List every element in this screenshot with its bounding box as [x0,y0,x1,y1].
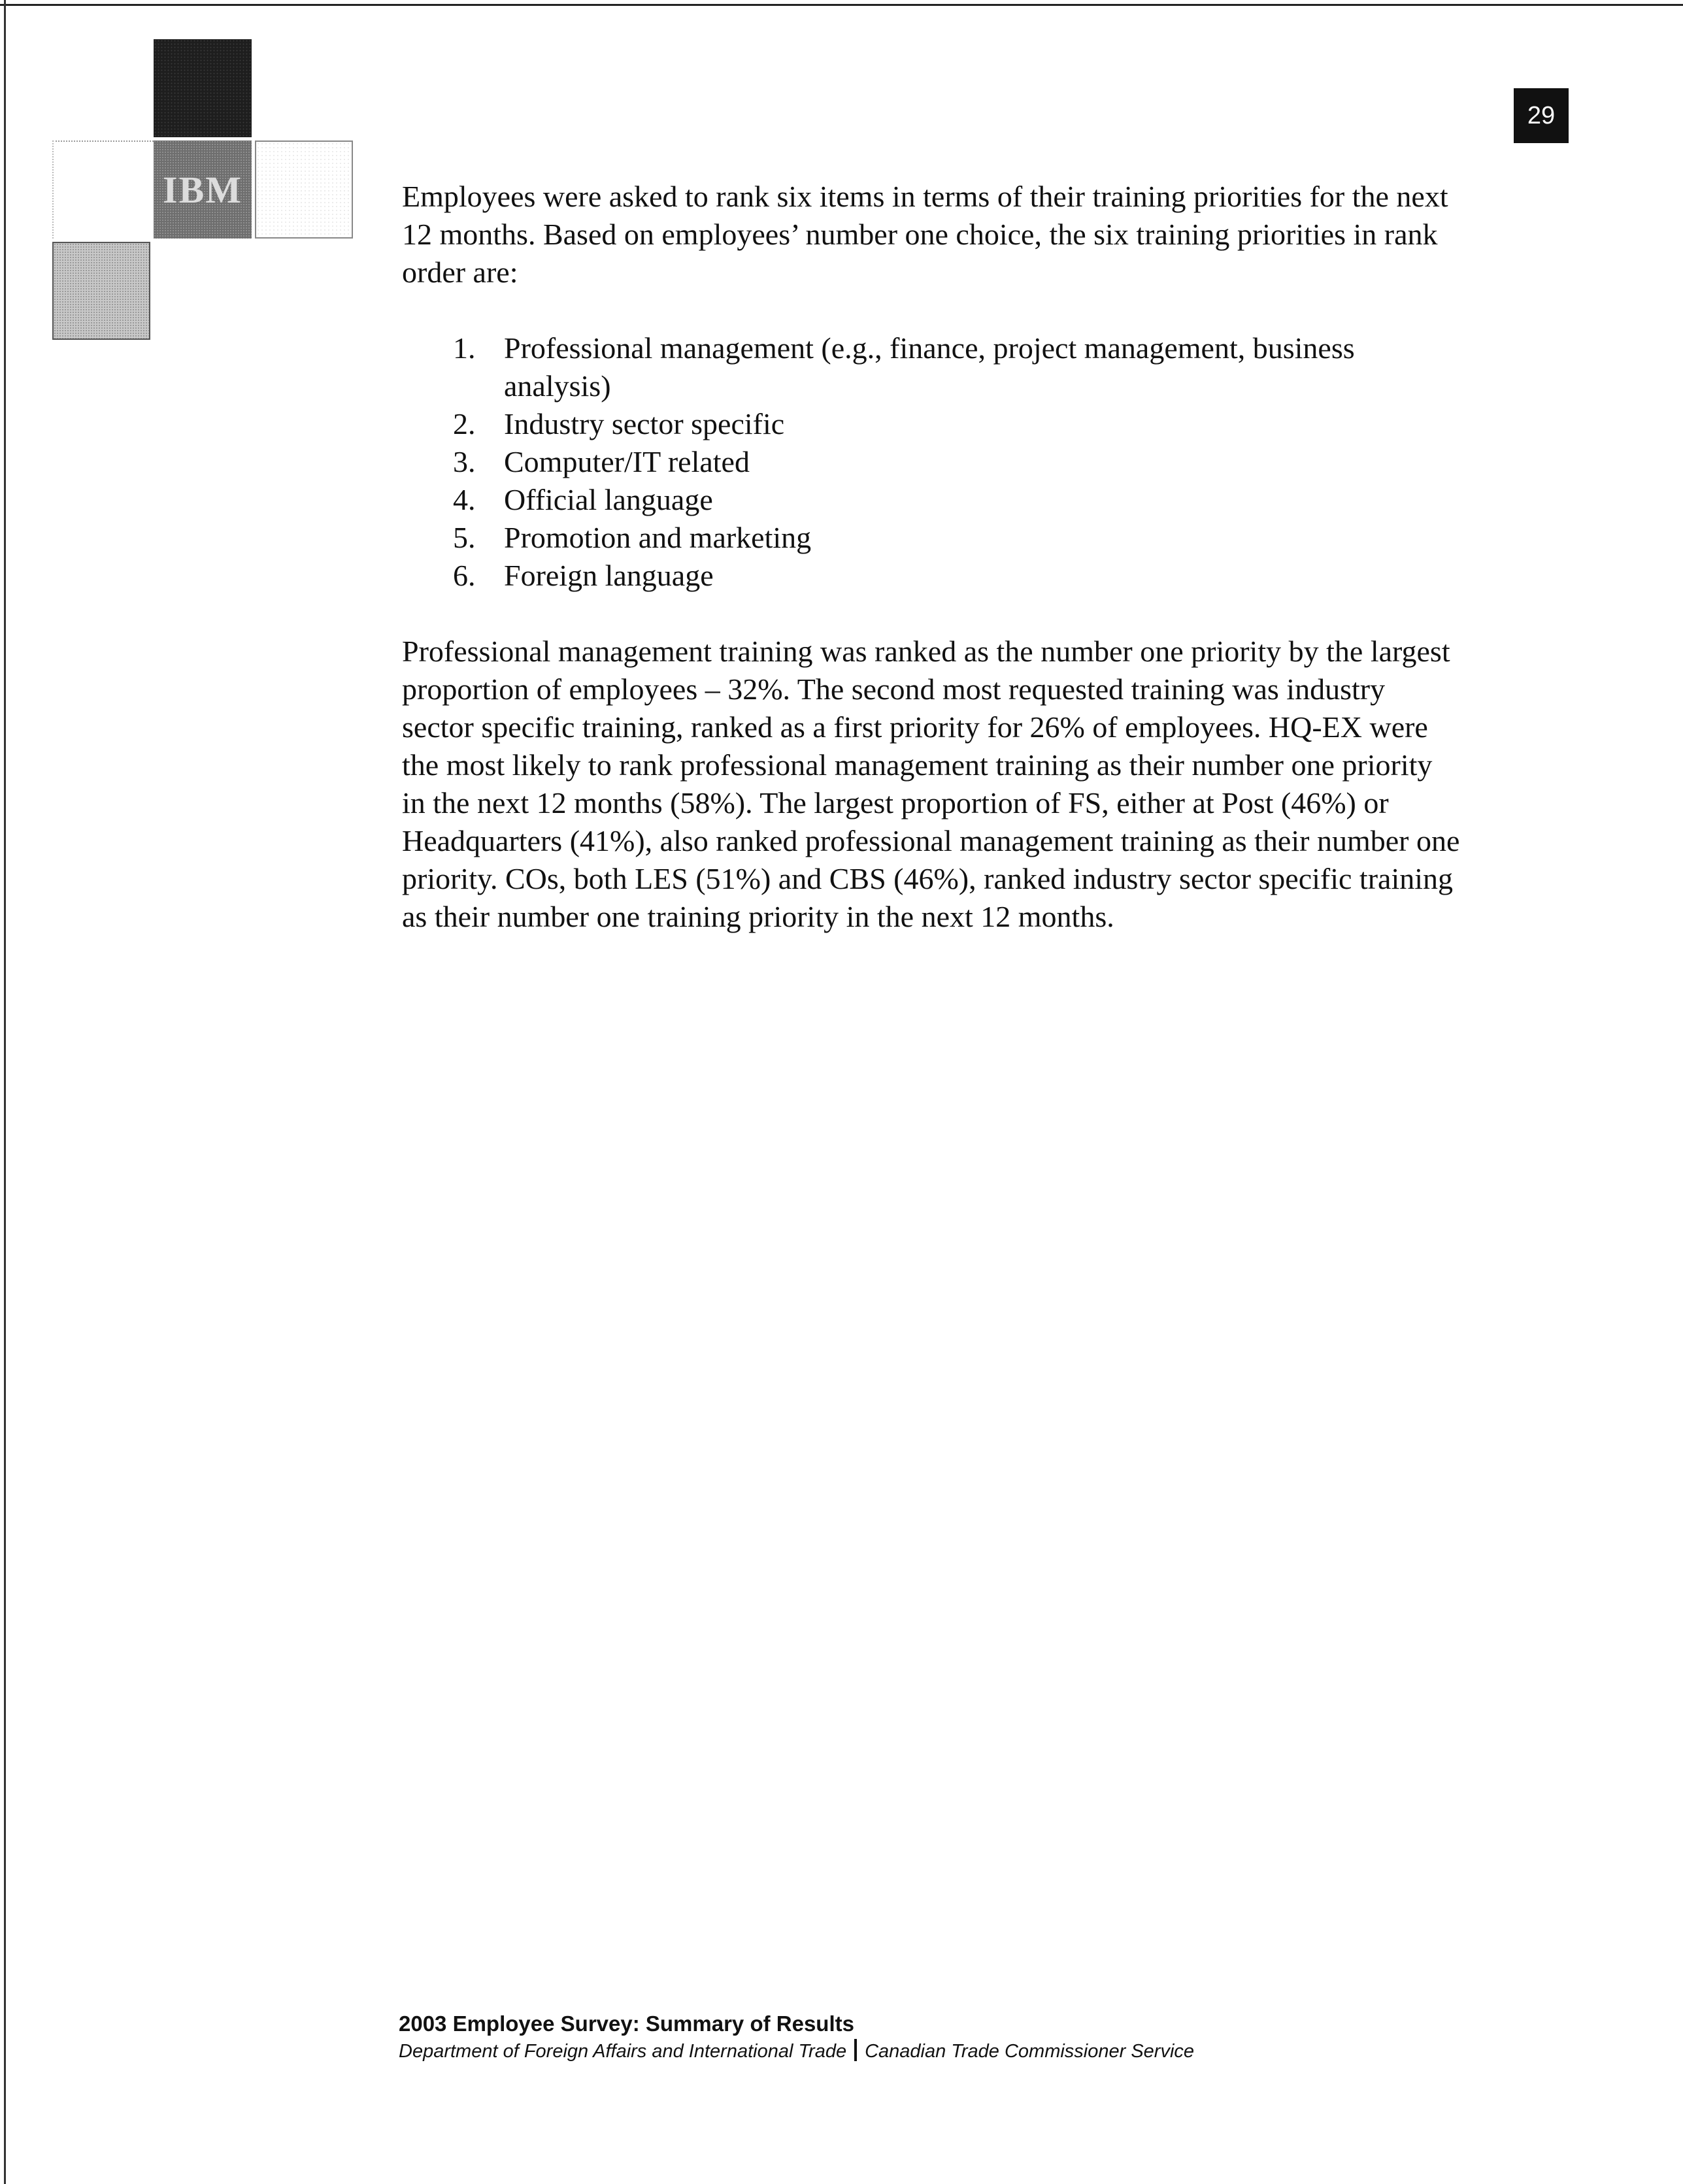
footer-service: Canadian Trade Commissioner Service [865,2041,1195,2062]
left-scan-edge [4,0,6,2184]
list-item-text: Computer/IT related [504,445,750,478]
list-item [402,519,1461,557]
logo-gray-square [52,242,150,340]
list-item-number: 5. [453,521,476,554]
list-item [402,443,1461,481]
logo-outline-square-right [255,141,353,239]
footer-title: 2003 Employee Survey: Summary of Results [399,2011,854,2036]
list-item-text: Promotion and marketing [504,521,812,554]
logo-outline-square-left [52,141,154,239]
priority-list [402,329,1461,595]
summary-paragraph: Professional management training was ranked as the number one priority by the largest proportion of employees – 32%. The second most requested training was industry sector specific training, ranked as a first priority for 26% of employees. HQ-EX were the most likely to rank professional management training as their number one priority in the next 12 months (58%). The largest proportion of FS, either at Post (46%) or Headquarters (41%), also ranked professional management training as their number one priority. COs, both LES (51%) and CBS (46%), ranked industry sector specific training as their number one training priority in the next 12 months. [402,635,1460,933]
page-footer [399,2010,1194,2064]
ibm-logo [154,141,252,239]
ibm-logo-text: IBM [159,168,246,212]
ibm-logo-block [52,39,353,340]
footer-separator [854,2039,857,2061]
list-item-number: 2. [453,407,476,440]
footer-subtitle [399,2038,1194,2064]
main-content [402,178,1461,936]
list-item [402,329,1461,405]
list-item [402,405,1461,443]
list-item-number: 6. [453,559,476,592]
intro-paragraph: Employees were asked to rank six items in terms of their training priorities for the next 12 months. Based on employees’ number one choice, the six training priorities in rank order are: [402,180,1448,289]
list-item [402,481,1461,519]
list-item-number: 1. [453,331,476,365]
top-scan-edge [0,4,1683,6]
list-item [402,557,1461,595]
list-item-text: Industry sector specific [504,407,785,440]
list-item-text: Foreign language [504,559,714,592]
page-number: 29 [1514,88,1569,143]
list-item-text: Official language [504,483,713,516]
list-item-number: 3. [453,445,476,478]
logo-dark-square [154,39,252,137]
list-item-text: Professional management (e.g., finance, project management, business analysis) [504,331,1355,403]
footer-department: Department of Foreign Affairs and International Trade [399,2041,847,2062]
list-item-number: 4. [453,483,476,516]
